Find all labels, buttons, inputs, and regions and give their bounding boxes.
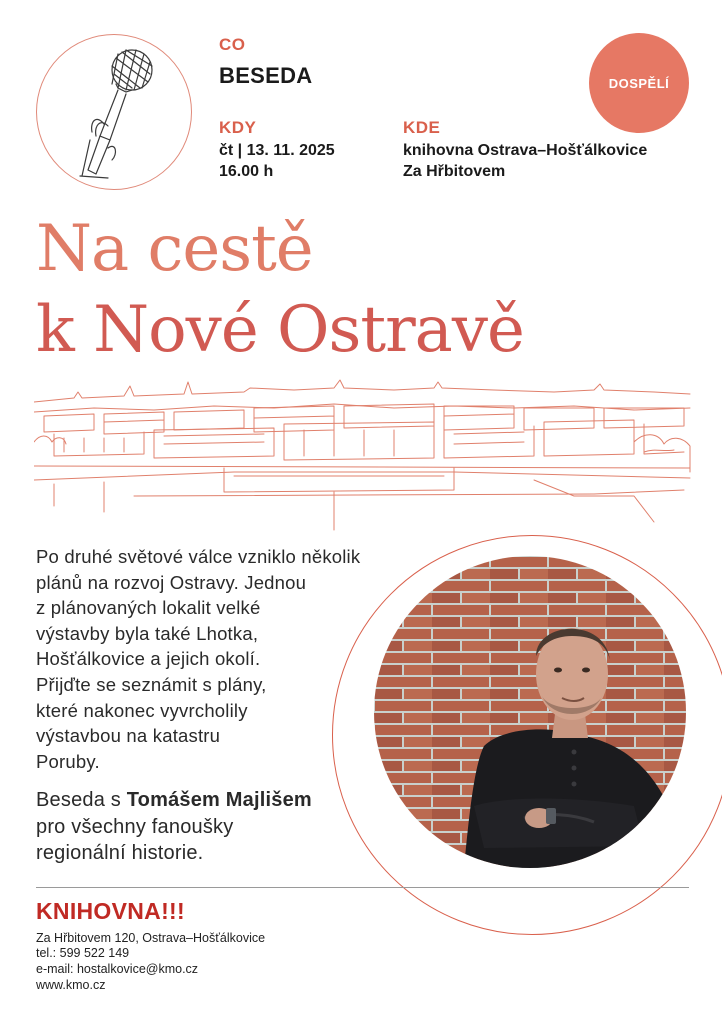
- city-sketch-illustration: [34, 372, 694, 532]
- guest-line: pro všechny fanoušky: [36, 815, 234, 838]
- contact-email[interactable]: e-mail: hostalkovice@kmo.cz: [36, 962, 199, 976]
- footer-divider: [36, 887, 689, 888]
- where-label: KDE: [403, 118, 441, 137]
- contact-address: Za Hřbitovem 120, Ostrava–Hošťálkovice: [36, 931, 266, 945]
- description-line: Hošťálkovice a jejich okolí.: [36, 648, 261, 670]
- guest-prefix: Beseda s: [36, 789, 127, 812]
- guest-line: regionální historie.: [36, 842, 204, 865]
- library-logo: KNIHOVNA!!!: [36, 898, 185, 924]
- when-label: KDY: [219, 118, 257, 137]
- description-line: z plánovaných lokalit velké: [36, 597, 261, 619]
- title-line-1: Na cestě: [36, 212, 313, 286]
- guest-name: Tomášem Majlišem: [126, 789, 312, 812]
- audience-label: DOSPĚLÍ: [608, 75, 670, 91]
- description-line: které nakonec vyvrcholily: [36, 699, 248, 721]
- what-label: CO: [219, 35, 246, 54]
- description-line: Po druhé světové válce vzniklo několik: [36, 546, 361, 567]
- description-line: výstavbou na katastru: [36, 725, 221, 747]
- description-line: Poruby.: [36, 750, 100, 772]
- when-time: 16.00 h: [219, 163, 274, 180]
- what-value: BESEDA: [219, 63, 313, 88]
- speaker-portrait-photo: [374, 556, 686, 868]
- description-line: Přijďte se seznámit s plány,: [36, 673, 267, 695]
- where-place: knihovna Ostrava–Hošťálkovice: [403, 142, 648, 159]
- contact-website[interactable]: www.kmo.cz: [36, 978, 106, 992]
- description-line: výstavby byla také Lhotka,: [36, 622, 259, 644]
- microphone-icon: [60, 44, 170, 184]
- where-street: Za Hřbitovem: [403, 163, 506, 180]
- title-line-2: k Nové Ostravě: [36, 293, 524, 367]
- audience-badge: [589, 33, 689, 133]
- contact-phone: tel.: 599 522 149: [36, 946, 130, 960]
- when-date: čt | 13. 11. 2025: [219, 142, 335, 159]
- description-line: plánů na rozvoj Ostravy. Jednou: [36, 571, 307, 593]
